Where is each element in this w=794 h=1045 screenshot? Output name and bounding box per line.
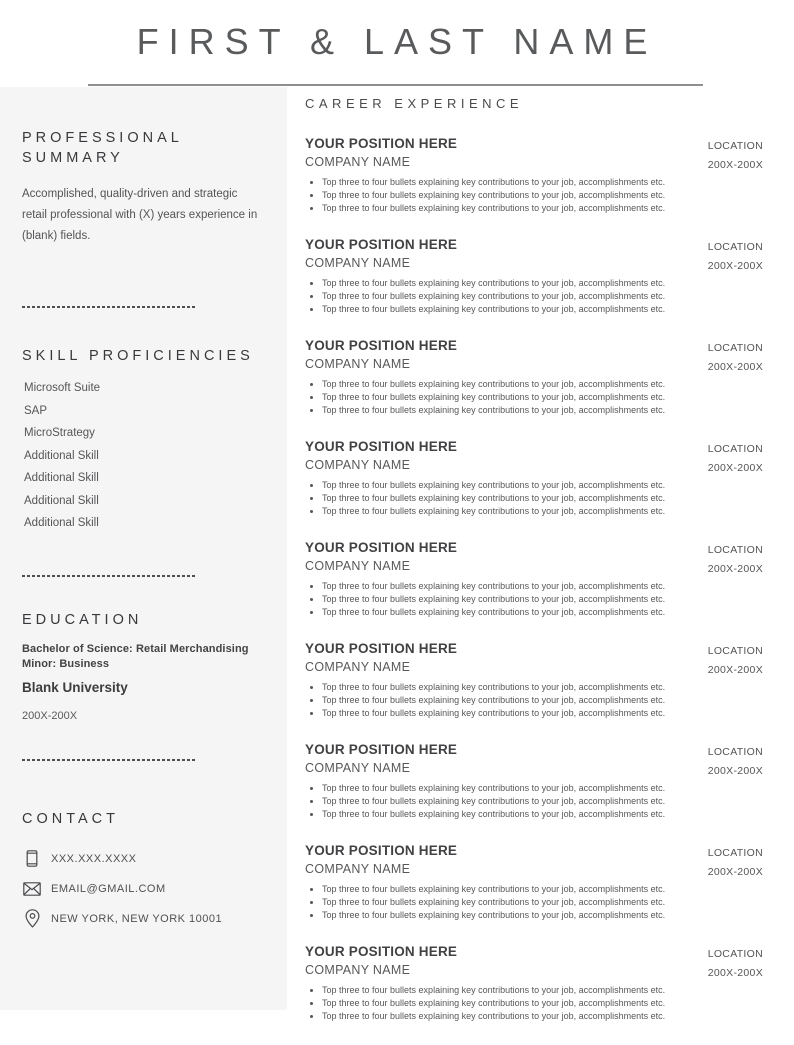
- experience-entry-main: [305, 742, 763, 821]
- bullet-item: • Top three to four bullets explaining key contributions to your job, accomplishments etc.: [322, 378, 763, 391]
- skill-proficiencies-title: SKILL PROFICIENCIES: [22, 348, 254, 364]
- skill-item: Additional Skill: [24, 517, 99, 529]
- header-divider-line: [88, 84, 703, 86]
- experience-entry-meta: [708, 541, 763, 579]
- education-section: [22, 610, 261, 723]
- bullet-item: • Top three to four bullets explaining key contributions to your job, accomplishments etc.: [322, 303, 763, 316]
- sidebar: [0, 87, 287, 1010]
- experience-entry: [305, 944, 763, 1023]
- bullet-item: • Top three to four bullets explaining key contributions to your job, accomplishments etc.: [322, 580, 763, 593]
- location-label: LOCATION: [707, 544, 763, 556]
- bullet-item: • Top three to four bullets explaining key contributions to your job, accomplishments etc.: [322, 290, 763, 303]
- bullet-item: • Top three to four bullets explaining key contributions to your job, accomplishments etc.: [322, 176, 763, 189]
- experience-entry-main: [305, 843, 763, 922]
- bullet-list: [305, 378, 763, 417]
- position-title: YOUR POSITION HERE: [305, 944, 458, 959]
- location-pin-icon: [22, 909, 42, 928]
- dashed-divider: [22, 759, 195, 761]
- position-title: YOUR POSITION HERE: [305, 237, 458, 252]
- skill-item: MicroStrategy: [24, 427, 95, 439]
- page-title: FIRST & LAST NAME: [136, 21, 658, 62]
- experience-entry: [305, 540, 763, 619]
- experience-entry: [305, 338, 763, 417]
- skills-list: [22, 377, 261, 535]
- bullet-item: • Top three to four bullets explaining key contributions to your job, accomplishments etc.: [322, 883, 763, 896]
- bullet-item: • Top three to four bullets explaining key contributions to your job, accomplishments etc.: [322, 202, 763, 215]
- bullet-item: • Top three to four bullets explaining key contributions to your job, accomplishments etc.: [322, 492, 763, 505]
- bullet-item: • Top three to four bullets explaining key contributions to your job, accomplishments etc.: [322, 997, 763, 1010]
- dashed-divider: [22, 575, 195, 577]
- skill-proficiencies-section: [22, 346, 261, 535]
- experience-entry-main: [305, 944, 763, 1023]
- bullet-list: [305, 681, 763, 720]
- dates-label: 200X-200X: [707, 765, 763, 777]
- bullet-item: • Top three to four bullets explaining key contributions to your job, accomplishments etc.: [322, 909, 763, 922]
- experience-entry-main: [305, 641, 763, 720]
- experience-entry-main: [305, 540, 763, 619]
- skill-item: Additional Skill: [24, 472, 99, 484]
- experience-entry: [305, 237, 763, 316]
- bullet-list: [305, 176, 763, 215]
- experience-entry-main: [305, 237, 763, 316]
- degree-block: [22, 642, 261, 672]
- career-experience-section: [305, 90, 763, 1045]
- location-label: LOCATION: [707, 241, 763, 253]
- location-label: LOCATION: [707, 948, 763, 960]
- location-label: LOCATION: [707, 342, 763, 354]
- company-name: COMPANY NAME: [305, 458, 411, 472]
- company-name: COMPANY NAME: [305, 660, 411, 674]
- company-name: COMPANY NAME: [305, 963, 411, 977]
- position-title: YOUR POSITION HERE: [305, 338, 458, 353]
- experience-entry-main: [305, 136, 763, 215]
- professional-summary-title: PROFESSIONAL SUMMARY: [22, 130, 183, 166]
- degree-text: Bachelor of Science: Retail Merchandising: [22, 642, 249, 655]
- bullet-list: [305, 782, 763, 821]
- experience-entry: [305, 439, 763, 518]
- bullet-list: [305, 479, 763, 518]
- bullet-item: • Top three to four bullets explaining key contributions to your job, accomplishments etc.: [322, 391, 763, 404]
- career-experience-title: CAREER EXPERIENCE: [305, 96, 524, 111]
- bullet-item: • Top three to four bullets explaining key contributions to your job, accomplishments etc.: [322, 694, 763, 707]
- company-name: COMPANY NAME: [305, 559, 411, 573]
- bullet-item: • Top three to four bullets explaining key contributions to your job, accomplishments etc.: [322, 479, 763, 492]
- bullet-item: • Top three to four bullets explaining key contributions to your job, accomplishments etc.: [322, 404, 763, 417]
- experience-entry: [305, 641, 763, 720]
- bullet-item: • Top three to four bullets explaining key contributions to your job, accomplishments etc.: [322, 808, 763, 821]
- phone-number: XXX.XXX.XXXX: [51, 852, 137, 865]
- skill-item: Additional Skill: [24, 449, 99, 462]
- experience-entry-meta: [708, 238, 763, 276]
- contact-title: CONTACT: [22, 810, 120, 827]
- bullet-item: • Top three to four bullets explaining key contributions to your job, accomplishments etc.: [322, 505, 763, 518]
- experience-entry-meta: [708, 743, 763, 781]
- experience-entry: [305, 742, 763, 821]
- dates-label: 200X-200X: [707, 563, 763, 575]
- contact-row-email: [22, 874, 261, 904]
- bullet-item: • Top three to four bullets explaining key contributions to your job, accomplishments etc.: [322, 681, 763, 694]
- experience-entry-meta: [708, 339, 763, 377]
- company-name: COMPANY NAME: [305, 761, 411, 775]
- position-title: YOUR POSITION HERE: [305, 742, 458, 757]
- contact-row-location: [22, 904, 261, 934]
- bullet-list: [305, 984, 763, 1023]
- location-label: LOCATION: [707, 645, 763, 657]
- bullet-item: • Top three to four bullets explaining key contributions to your job, accomplishments etc.: [322, 1010, 763, 1023]
- experience-entry-meta: [708, 642, 763, 680]
- company-name: COMPANY NAME: [305, 256, 411, 270]
- skill-item: Additional Skill: [24, 494, 99, 507]
- bullet-item: • Top three to four bullets explaining key contributions to your job, accomplishments etc.: [322, 277, 763, 290]
- location-label: LOCATION: [707, 847, 763, 859]
- bullet-item: • Top three to four bullets explaining key contributions to your job, accomplishments etc.: [322, 984, 763, 997]
- professional-summary-section: [22, 128, 261, 247]
- header: [0, 0, 794, 87]
- bullet-item: • Top three to four bullets explaining key contributions to your job, accomplishments etc.: [322, 707, 763, 720]
- company-name: COMPANY NAME: [305, 155, 411, 169]
- experience-entry-meta: [708, 945, 763, 983]
- bullet-item: • Top three to four bullets explaining key contributions to your job, accomplishments etc.: [322, 795, 763, 808]
- contact-row-phone: [22, 844, 261, 874]
- bullet-item: • Top three to four bullets explaining key contributions to your job, accomplishments etc.: [322, 782, 763, 795]
- dates-label: 200X-200X: [707, 866, 763, 878]
- position-title: YOUR POSITION HERE: [305, 843, 458, 858]
- dates-label: 200X-200X: [707, 361, 763, 373]
- bullet-list: [305, 883, 763, 922]
- position-title: YOUR POSITION HERE: [305, 540, 458, 555]
- professional-summary-text: Accomplished, quality-driven and strategic retail professional with (X) years experience in (blank) fields.: [22, 188, 258, 242]
- experience-entries: [305, 136, 763, 1023]
- company-name: COMPANY NAME: [305, 862, 411, 876]
- phone-icon: [22, 850, 42, 867]
- position-title: YOUR POSITION HERE: [305, 641, 458, 656]
- position-title: YOUR POSITION HERE: [305, 439, 458, 454]
- dates-label: 200X-200X: [707, 462, 763, 474]
- contact-rows: [22, 844, 261, 934]
- location-label: LOCATION: [707, 746, 763, 758]
- education-title: EDUCATION: [22, 611, 143, 628]
- dates-label: 200X-200X: [707, 159, 763, 171]
- position-title: YOUR POSITION HERE: [305, 136, 458, 151]
- experience-entry-meta: [708, 844, 763, 882]
- bullet-item: • Top three to four bullets explaining key contributions to your job, accomplishments etc.: [322, 896, 763, 909]
- experience-entry: [305, 136, 763, 215]
- dates-label: 200X-200X: [707, 260, 763, 272]
- university-name: Blank University: [22, 679, 128, 695]
- experience-entry-meta: [708, 137, 763, 175]
- email-icon: [22, 882, 42, 896]
- skill-item: Microsoft Suite: [24, 382, 101, 394]
- bullet-item: • Top three to four bullets explaining key contributions to your job, accomplishments etc.: [322, 189, 763, 202]
- bullet-list: [305, 580, 763, 619]
- experience-entry-main: [305, 338, 763, 417]
- dates-label: 200X-200X: [707, 967, 763, 979]
- experience-entry: [305, 843, 763, 922]
- bullet-item: • Top three to four bullets explaining key contributions to your job, accomplishments etc.: [322, 593, 763, 606]
- location-label: LOCATION: [707, 443, 763, 455]
- experience-entry-main: [305, 439, 763, 518]
- bullet-list: [305, 277, 763, 316]
- dashed-divider: [22, 306, 195, 308]
- bullet-item: • Top three to four bullets explaining key contributions to your job, accomplishments etc.: [322, 606, 763, 619]
- education-dates: 200X-200X: [22, 709, 78, 722]
- skill-item: SAP: [24, 404, 48, 417]
- address-text: NEW YORK, NEW YORK 10001: [51, 912, 223, 925]
- contact-section: [22, 809, 261, 934]
- location-label: LOCATION: [707, 140, 763, 152]
- minor-text: Minor: Business: [22, 657, 110, 670]
- email-address: EMAIL@GMAIL.COM: [51, 882, 166, 895]
- dates-label: 200X-200X: [707, 664, 763, 676]
- experience-entry-meta: [708, 440, 763, 478]
- company-name: COMPANY NAME: [305, 357, 411, 371]
